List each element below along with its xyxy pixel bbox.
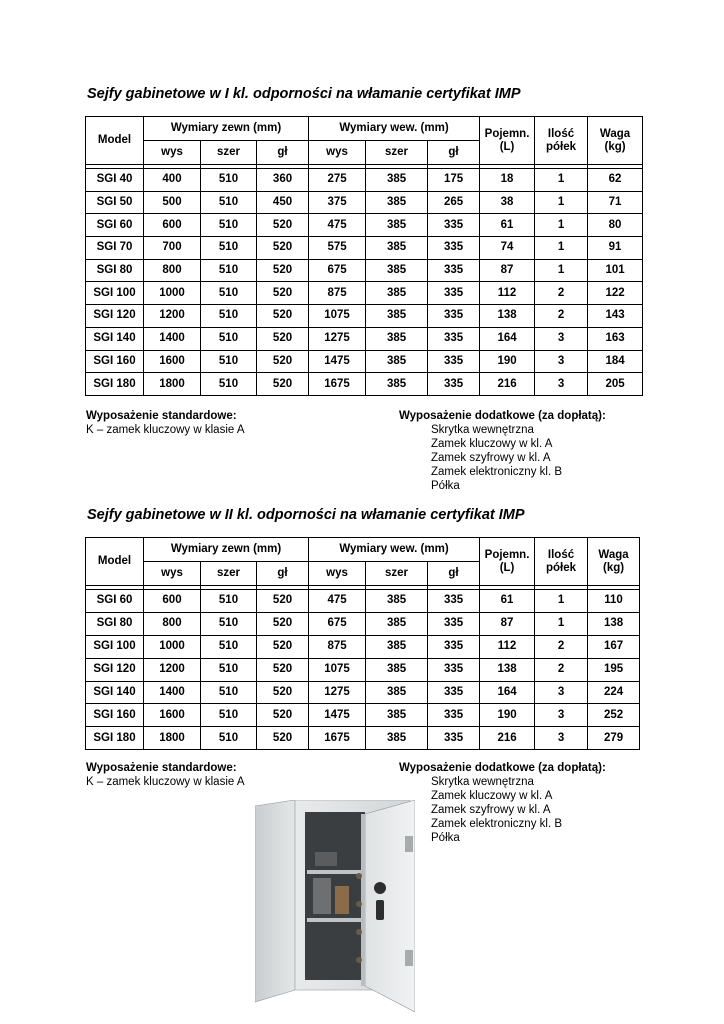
value-cell: 335 xyxy=(428,704,480,727)
value-cell: 510 xyxy=(201,259,257,282)
extra-equipment-2 xyxy=(399,761,606,845)
value-cell: 101 xyxy=(588,259,643,282)
table-row xyxy=(86,681,640,704)
header-model: Model xyxy=(86,117,144,165)
table-row xyxy=(86,590,640,613)
value-cell: 500 xyxy=(144,191,201,214)
value-cell: 138 xyxy=(480,305,535,328)
value-cell: 510 xyxy=(201,327,257,350)
extra-equipment-item: Półka xyxy=(431,832,460,844)
value-cell: 1 xyxy=(535,191,588,214)
value-cell: 164 xyxy=(480,681,535,704)
value-cell: 520 xyxy=(257,590,309,613)
value-cell: 1600 xyxy=(144,350,201,373)
header-weight: Waga (kg) xyxy=(588,538,640,586)
header-int-height: wys xyxy=(309,141,366,165)
value-cell: 190 xyxy=(480,350,535,373)
value-cell: 335 xyxy=(428,259,480,282)
extra-equipment-item: Skrytka wewnętrzna xyxy=(431,424,534,436)
value-cell: 600 xyxy=(144,590,201,613)
header-capacity: Pojemn. (L) xyxy=(480,117,535,165)
value-cell: 400 xyxy=(144,169,201,192)
table-row xyxy=(86,727,640,750)
value-cell: 385 xyxy=(366,590,428,613)
extra-equipment-item: Zamek kluczowy w kl. A xyxy=(431,790,553,802)
table-row xyxy=(86,350,643,373)
model-cell: SGI 100 xyxy=(86,635,144,658)
value-cell: 1 xyxy=(535,214,588,237)
value-cell: 163 xyxy=(588,327,643,350)
value-cell: 385 xyxy=(366,681,428,704)
value-cell: 143 xyxy=(588,305,643,328)
value-cell: 335 xyxy=(428,635,480,658)
value-cell: 510 xyxy=(201,635,257,658)
header-int-width: szer xyxy=(366,562,428,586)
value-cell: 1800 xyxy=(144,373,201,396)
model-cell: SGI 120 xyxy=(86,305,144,328)
value-cell: 385 xyxy=(366,282,428,305)
value-cell: 1675 xyxy=(309,727,366,750)
model-cell: SGI 60 xyxy=(86,590,144,613)
value-cell: 510 xyxy=(201,590,257,613)
value-cell: 575 xyxy=(309,237,366,260)
value-cell: 510 xyxy=(201,704,257,727)
value-cell: 520 xyxy=(257,350,309,373)
model-cell: SGI 40 xyxy=(86,169,144,192)
header-int-dims: Wymiary wew. (mm) xyxy=(309,117,480,141)
value-cell: 1400 xyxy=(144,327,201,350)
value-cell: 275 xyxy=(309,169,366,192)
model-cell: SGI 120 xyxy=(86,658,144,681)
value-cell: 3 xyxy=(535,327,588,350)
model-cell: SGI 180 xyxy=(86,373,144,396)
value-cell: 335 xyxy=(428,658,480,681)
value-cell: 450 xyxy=(257,191,309,214)
value-cell: 1000 xyxy=(144,282,201,305)
value-cell: 385 xyxy=(366,214,428,237)
extra-equipment-item: Zamek elektroniczny kl. B xyxy=(431,818,563,830)
value-cell: 385 xyxy=(366,191,428,214)
value-cell: 74 xyxy=(480,237,535,260)
value-cell: 520 xyxy=(257,214,309,237)
table-row xyxy=(86,214,643,237)
value-cell: 3 xyxy=(535,704,588,727)
extra-equipment-heading: Wyposażenie dodatkowe (za dopłatą): xyxy=(399,410,606,422)
value-cell: 510 xyxy=(201,214,257,237)
value-cell: 1275 xyxy=(309,327,366,350)
value-cell: 510 xyxy=(201,282,257,305)
standard-equipment-1 xyxy=(86,409,245,437)
value-cell: 1675 xyxy=(309,373,366,396)
header-ext-width: szer xyxy=(201,141,257,165)
extra-equipment-item: Zamek elektroniczny kl. B xyxy=(431,466,563,478)
table-row xyxy=(86,282,643,305)
table1 xyxy=(85,116,643,396)
table-row xyxy=(86,259,643,282)
table-row xyxy=(86,373,643,396)
value-cell: 1600 xyxy=(144,704,201,727)
value-cell: 110 xyxy=(588,590,640,613)
value-cell: 265 xyxy=(428,191,480,214)
value-cell: 520 xyxy=(257,373,309,396)
value-cell: 520 xyxy=(257,635,309,658)
value-cell: 87 xyxy=(480,612,535,635)
value-cell: 184 xyxy=(588,350,643,373)
table-row xyxy=(86,704,640,727)
extra-equipment-item: Zamek szyfrowy w kl. A xyxy=(431,804,551,816)
value-cell: 700 xyxy=(144,237,201,260)
value-cell: 87 xyxy=(480,259,535,282)
value-cell: 1075 xyxy=(309,305,366,328)
value-cell: 18 xyxy=(480,169,535,192)
value-cell: 1400 xyxy=(144,681,201,704)
value-cell: 510 xyxy=(201,191,257,214)
value-cell: 510 xyxy=(201,169,257,192)
value-cell: 675 xyxy=(309,612,366,635)
value-cell: 510 xyxy=(201,658,257,681)
value-cell: 224 xyxy=(588,681,640,704)
table-row xyxy=(86,305,643,328)
value-cell: 61 xyxy=(480,590,535,613)
model-cell: SGI 180 xyxy=(86,727,144,750)
standard-equipment-heading: Wyposażenie standardowe: xyxy=(86,410,237,422)
table1-title: Sejfy gabinetowe w I kl. odporności na włamanie certyfikat IMP xyxy=(87,86,521,102)
table1-body xyxy=(86,165,643,396)
value-cell: 475 xyxy=(309,214,366,237)
value-cell: 1200 xyxy=(144,305,201,328)
value-cell: 385 xyxy=(366,612,428,635)
standard-equipment-heading: Wyposażenie standardowe: xyxy=(86,762,237,774)
value-cell: 510 xyxy=(201,237,257,260)
header-int-depth: gł xyxy=(428,562,480,586)
table-row xyxy=(86,658,640,681)
value-cell: 164 xyxy=(480,327,535,350)
value-cell: 2 xyxy=(535,635,588,658)
value-cell: 510 xyxy=(201,350,257,373)
value-cell: 335 xyxy=(428,681,480,704)
model-cell: SGI 80 xyxy=(86,612,144,635)
value-cell: 675 xyxy=(309,259,366,282)
value-cell: 510 xyxy=(201,681,257,704)
value-cell: 385 xyxy=(366,373,428,396)
model-cell: SGI 100 xyxy=(86,282,144,305)
value-cell: 3 xyxy=(535,681,588,704)
value-cell: 510 xyxy=(201,373,257,396)
value-cell: 335 xyxy=(428,237,480,260)
value-cell: 216 xyxy=(480,727,535,750)
value-cell: 335 xyxy=(428,350,480,373)
value-cell: 138 xyxy=(480,658,535,681)
value-cell: 360 xyxy=(257,169,309,192)
value-cell: 520 xyxy=(257,282,309,305)
table-row xyxy=(86,327,643,350)
value-cell: 475 xyxy=(309,590,366,613)
value-cell: 520 xyxy=(257,259,309,282)
value-cell: 375 xyxy=(309,191,366,214)
value-cell: 1200 xyxy=(144,658,201,681)
value-cell: 875 xyxy=(309,635,366,658)
value-cell: 335 xyxy=(428,282,480,305)
value-cell: 800 xyxy=(144,612,201,635)
value-cell: 1475 xyxy=(309,704,366,727)
header-ext-depth: gł xyxy=(257,141,309,165)
standard-equipment-item: K – zamek kluczowy w klasie A xyxy=(86,424,245,436)
value-cell: 510 xyxy=(201,305,257,328)
value-cell: 1 xyxy=(535,237,588,260)
table2-title: Sejfy gabinetowe w II kl. odporności na włamanie certyfikat IMP xyxy=(87,507,525,523)
header-capacity: Pojemn. (L) xyxy=(480,538,535,586)
model-cell: SGI 80 xyxy=(86,259,144,282)
value-cell: 600 xyxy=(144,214,201,237)
value-cell: 385 xyxy=(366,635,428,658)
value-cell: 385 xyxy=(366,327,428,350)
model-cell: SGI 160 xyxy=(86,704,144,727)
extra-equipment-heading: Wyposażenie dodatkowe (za dopłatą): xyxy=(399,762,606,774)
table-row xyxy=(86,635,640,658)
extra-equipment-item: Skrytka wewnętrzna xyxy=(431,776,534,788)
value-cell: 1000 xyxy=(144,635,201,658)
value-cell: 279 xyxy=(588,727,640,750)
header-int-width: szer xyxy=(366,141,428,165)
value-cell: 385 xyxy=(366,658,428,681)
value-cell: 800 xyxy=(144,259,201,282)
header-ext-dims: Wymiary zewn (mm) xyxy=(144,117,309,141)
header-shelves: Ilość półek xyxy=(535,538,588,586)
header-int-depth: gł xyxy=(428,141,480,165)
value-cell: 520 xyxy=(257,305,309,328)
value-cell: 71 xyxy=(588,191,643,214)
header-ext-height: wys xyxy=(144,141,201,165)
value-cell: 1800 xyxy=(144,727,201,750)
value-cell: 510 xyxy=(201,727,257,750)
header-ext-height: wys xyxy=(144,562,201,586)
value-cell: 520 xyxy=(257,704,309,727)
value-cell: 335 xyxy=(428,327,480,350)
value-cell: 80 xyxy=(588,214,643,237)
header-int-height: wys xyxy=(309,562,366,586)
value-cell: 385 xyxy=(366,305,428,328)
value-cell: 1 xyxy=(535,612,588,635)
header-ext-width: szer xyxy=(201,562,257,586)
value-cell: 175 xyxy=(428,169,480,192)
value-cell: 520 xyxy=(257,681,309,704)
value-cell: 190 xyxy=(480,704,535,727)
table-row xyxy=(86,191,643,214)
extra-equipment-item: Zamek kluczowy w kl. A xyxy=(431,438,553,450)
value-cell: 216 xyxy=(480,373,535,396)
model-cell: SGI 50 xyxy=(86,191,144,214)
value-cell: 335 xyxy=(428,214,480,237)
value-cell: 252 xyxy=(588,704,640,727)
value-cell: 335 xyxy=(428,590,480,613)
value-cell: 385 xyxy=(366,259,428,282)
value-cell: 167 xyxy=(588,635,640,658)
value-cell: 3 xyxy=(535,373,588,396)
table-row xyxy=(86,237,643,260)
model-cell: SGI 160 xyxy=(86,350,144,373)
value-cell: 385 xyxy=(366,169,428,192)
value-cell: 385 xyxy=(366,727,428,750)
value-cell: 38 xyxy=(480,191,535,214)
value-cell: 1475 xyxy=(309,350,366,373)
value-cell: 2 xyxy=(535,658,588,681)
header-model: Model xyxy=(86,538,144,586)
model-cell: SGI 140 xyxy=(86,681,144,704)
value-cell: 2 xyxy=(535,305,588,328)
header-shelves: Ilość półek xyxy=(535,117,588,165)
value-cell: 122 xyxy=(588,282,643,305)
safe-image xyxy=(255,800,415,1012)
value-cell: 520 xyxy=(257,658,309,681)
value-cell: 61 xyxy=(480,214,535,237)
value-cell: 1 xyxy=(535,590,588,613)
value-cell: 385 xyxy=(366,704,428,727)
value-cell: 335 xyxy=(428,727,480,750)
header-ext-depth: gł xyxy=(257,562,309,586)
value-cell: 1 xyxy=(535,169,588,192)
value-cell: 138 xyxy=(588,612,640,635)
model-cell: SGI 60 xyxy=(86,214,144,237)
extra-equipment-1 xyxy=(399,409,606,493)
header-weight: Waga (kg) xyxy=(588,117,643,165)
value-cell: 1075 xyxy=(309,658,366,681)
model-cell: SGI 140 xyxy=(86,327,144,350)
extra-equipment-item: Zamek szyfrowy w kl. A xyxy=(431,452,551,464)
value-cell: 875 xyxy=(309,282,366,305)
value-cell: 2 xyxy=(535,282,588,305)
value-cell: 520 xyxy=(257,727,309,750)
value-cell: 112 xyxy=(480,282,535,305)
table2-body xyxy=(86,586,640,750)
standard-equipment-2 xyxy=(86,761,245,789)
table-row xyxy=(86,612,640,635)
table-row xyxy=(86,169,643,192)
value-cell: 91 xyxy=(588,237,643,260)
value-cell: 112 xyxy=(480,635,535,658)
value-cell: 195 xyxy=(588,658,640,681)
value-cell: 335 xyxy=(428,612,480,635)
header-ext-dims: Wymiary zewn (mm) xyxy=(144,538,309,562)
value-cell: 205 xyxy=(588,373,643,396)
value-cell: 510 xyxy=(201,612,257,635)
model-cell: SGI 70 xyxy=(86,237,144,260)
value-cell: 3 xyxy=(535,727,588,750)
value-cell: 520 xyxy=(257,612,309,635)
extra-equipment-item: Półka xyxy=(431,480,460,492)
value-cell: 1 xyxy=(535,259,588,282)
standard-equipment-item: K – zamek kluczowy w klasie A xyxy=(86,776,245,788)
value-cell: 520 xyxy=(257,327,309,350)
table2 xyxy=(85,537,640,750)
value-cell: 335 xyxy=(428,305,480,328)
value-cell: 335 xyxy=(428,373,480,396)
value-cell: 385 xyxy=(366,237,428,260)
value-cell: 520 xyxy=(257,237,309,260)
value-cell: 3 xyxy=(535,350,588,373)
header-int-dims: Wymiary wew. (mm) xyxy=(309,538,480,562)
value-cell: 385 xyxy=(366,350,428,373)
value-cell: 62 xyxy=(588,169,643,192)
value-cell: 1275 xyxy=(309,681,366,704)
